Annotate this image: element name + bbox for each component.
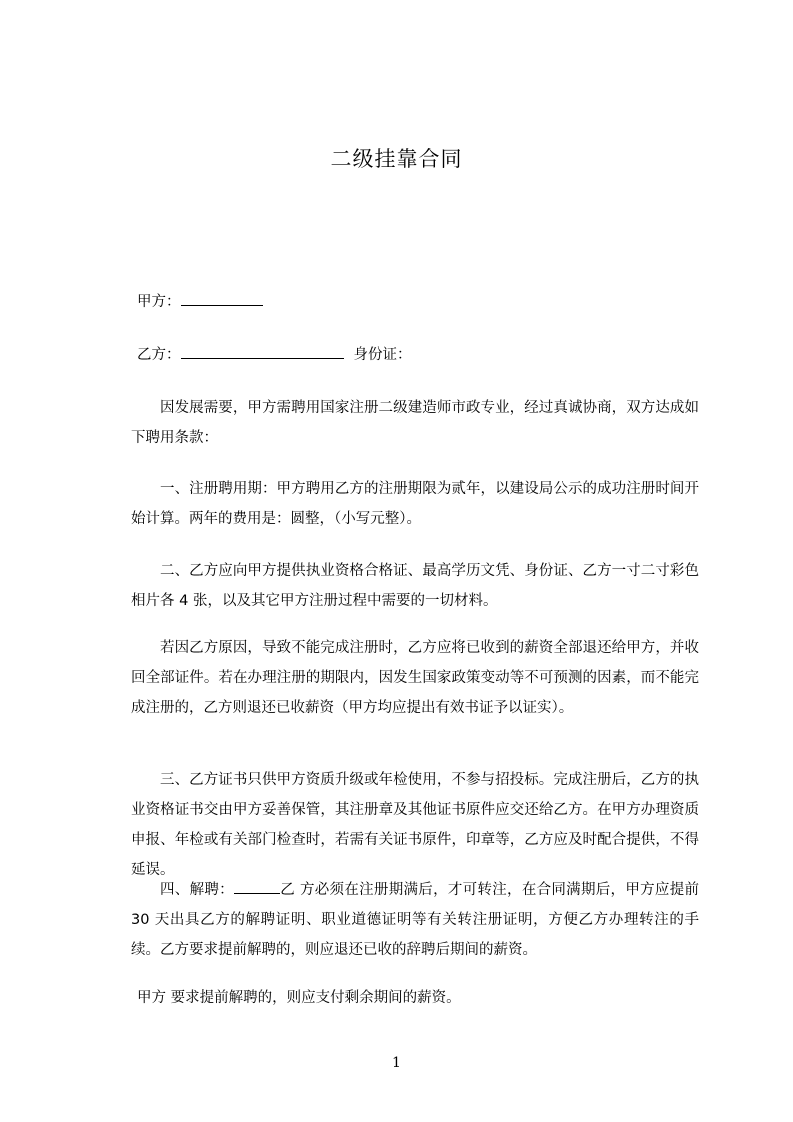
clause-2-paragraph: 二、乙方应向甲方提供执业资格合格证、最高学历文凭、身份证、乙方一寸二寸彩色相片各 4 张，以及其它甲方注册过程中需要的一切材料。 — [131, 563, 699, 609]
page-number: 1 — [392, 1055, 401, 1071]
clause-4-label: 四、解聘： — [160, 882, 234, 898]
clause-3-paragraph: 三、乙方证书只供甲方资质升级或年检使用，不参与招投标。完成注册后，乙方的执业资格证书交由甲方妥善保管，其注册章及其他证书原件应交还给乙方。在甲方办理资质申报、年检或有关部门检查时，若需有关证书原件，印章等，乙方应及时配合提供，不得延误。 — [131, 772, 699, 878]
party-a-blank — [181, 291, 263, 306]
clause-2b-paragraph: 若因乙方原因，导致不能完成注册时，乙方应将已收到的薪资全部退还给甲方，并收回全部证件。若在办理注册的期限内，因发生国家政策变动等不可预测的因素，而不能完成注册的，乙方则退还已收薪资（甲方均应提出有效书证予以证实）。 — [131, 640, 699, 716]
clause-4-text: 乙 方必须在注册期满后，才可转注，在合同满期后，甲方应提前 30 天出具乙方的解聘证明、职业道德证明等有关转注册证明，方便乙方办理转注的手续。乙方要求提前解聘的，则应退还已收的辞聘后期间的薪资。 — [131, 882, 699, 958]
party-a-line — [137, 291, 263, 312]
clause-1-paragraph: 一、注册聘用期：甲方聘用乙方的注册期限为贰年，以建设局公示的成功注册时间开始计算。两年的费用是：圆整，（小写元整）。 — [131, 481, 699, 527]
party-b-line — [137, 344, 412, 365]
party-b-label: 乙方： — [137, 347, 181, 363]
clause-4-paragraph — [131, 875, 699, 965]
document-title: 二级挂靠合同 — [330, 147, 463, 171]
clause-4b-paragraph: 甲方 要求提前解聘的，则应支付剩余期间的薪资。 — [137, 990, 461, 1006]
intro-paragraph: 因发展需要，甲方需聘用国家注册二级建造师市政专业，经过真诚协商，双方达成如下聘用条款： — [131, 400, 699, 446]
party-a-label: 甲方： — [137, 294, 181, 310]
clause-4-blank — [234, 879, 280, 894]
id-label: 身份证： — [353, 347, 412, 363]
party-b-blank — [181, 344, 344, 359]
